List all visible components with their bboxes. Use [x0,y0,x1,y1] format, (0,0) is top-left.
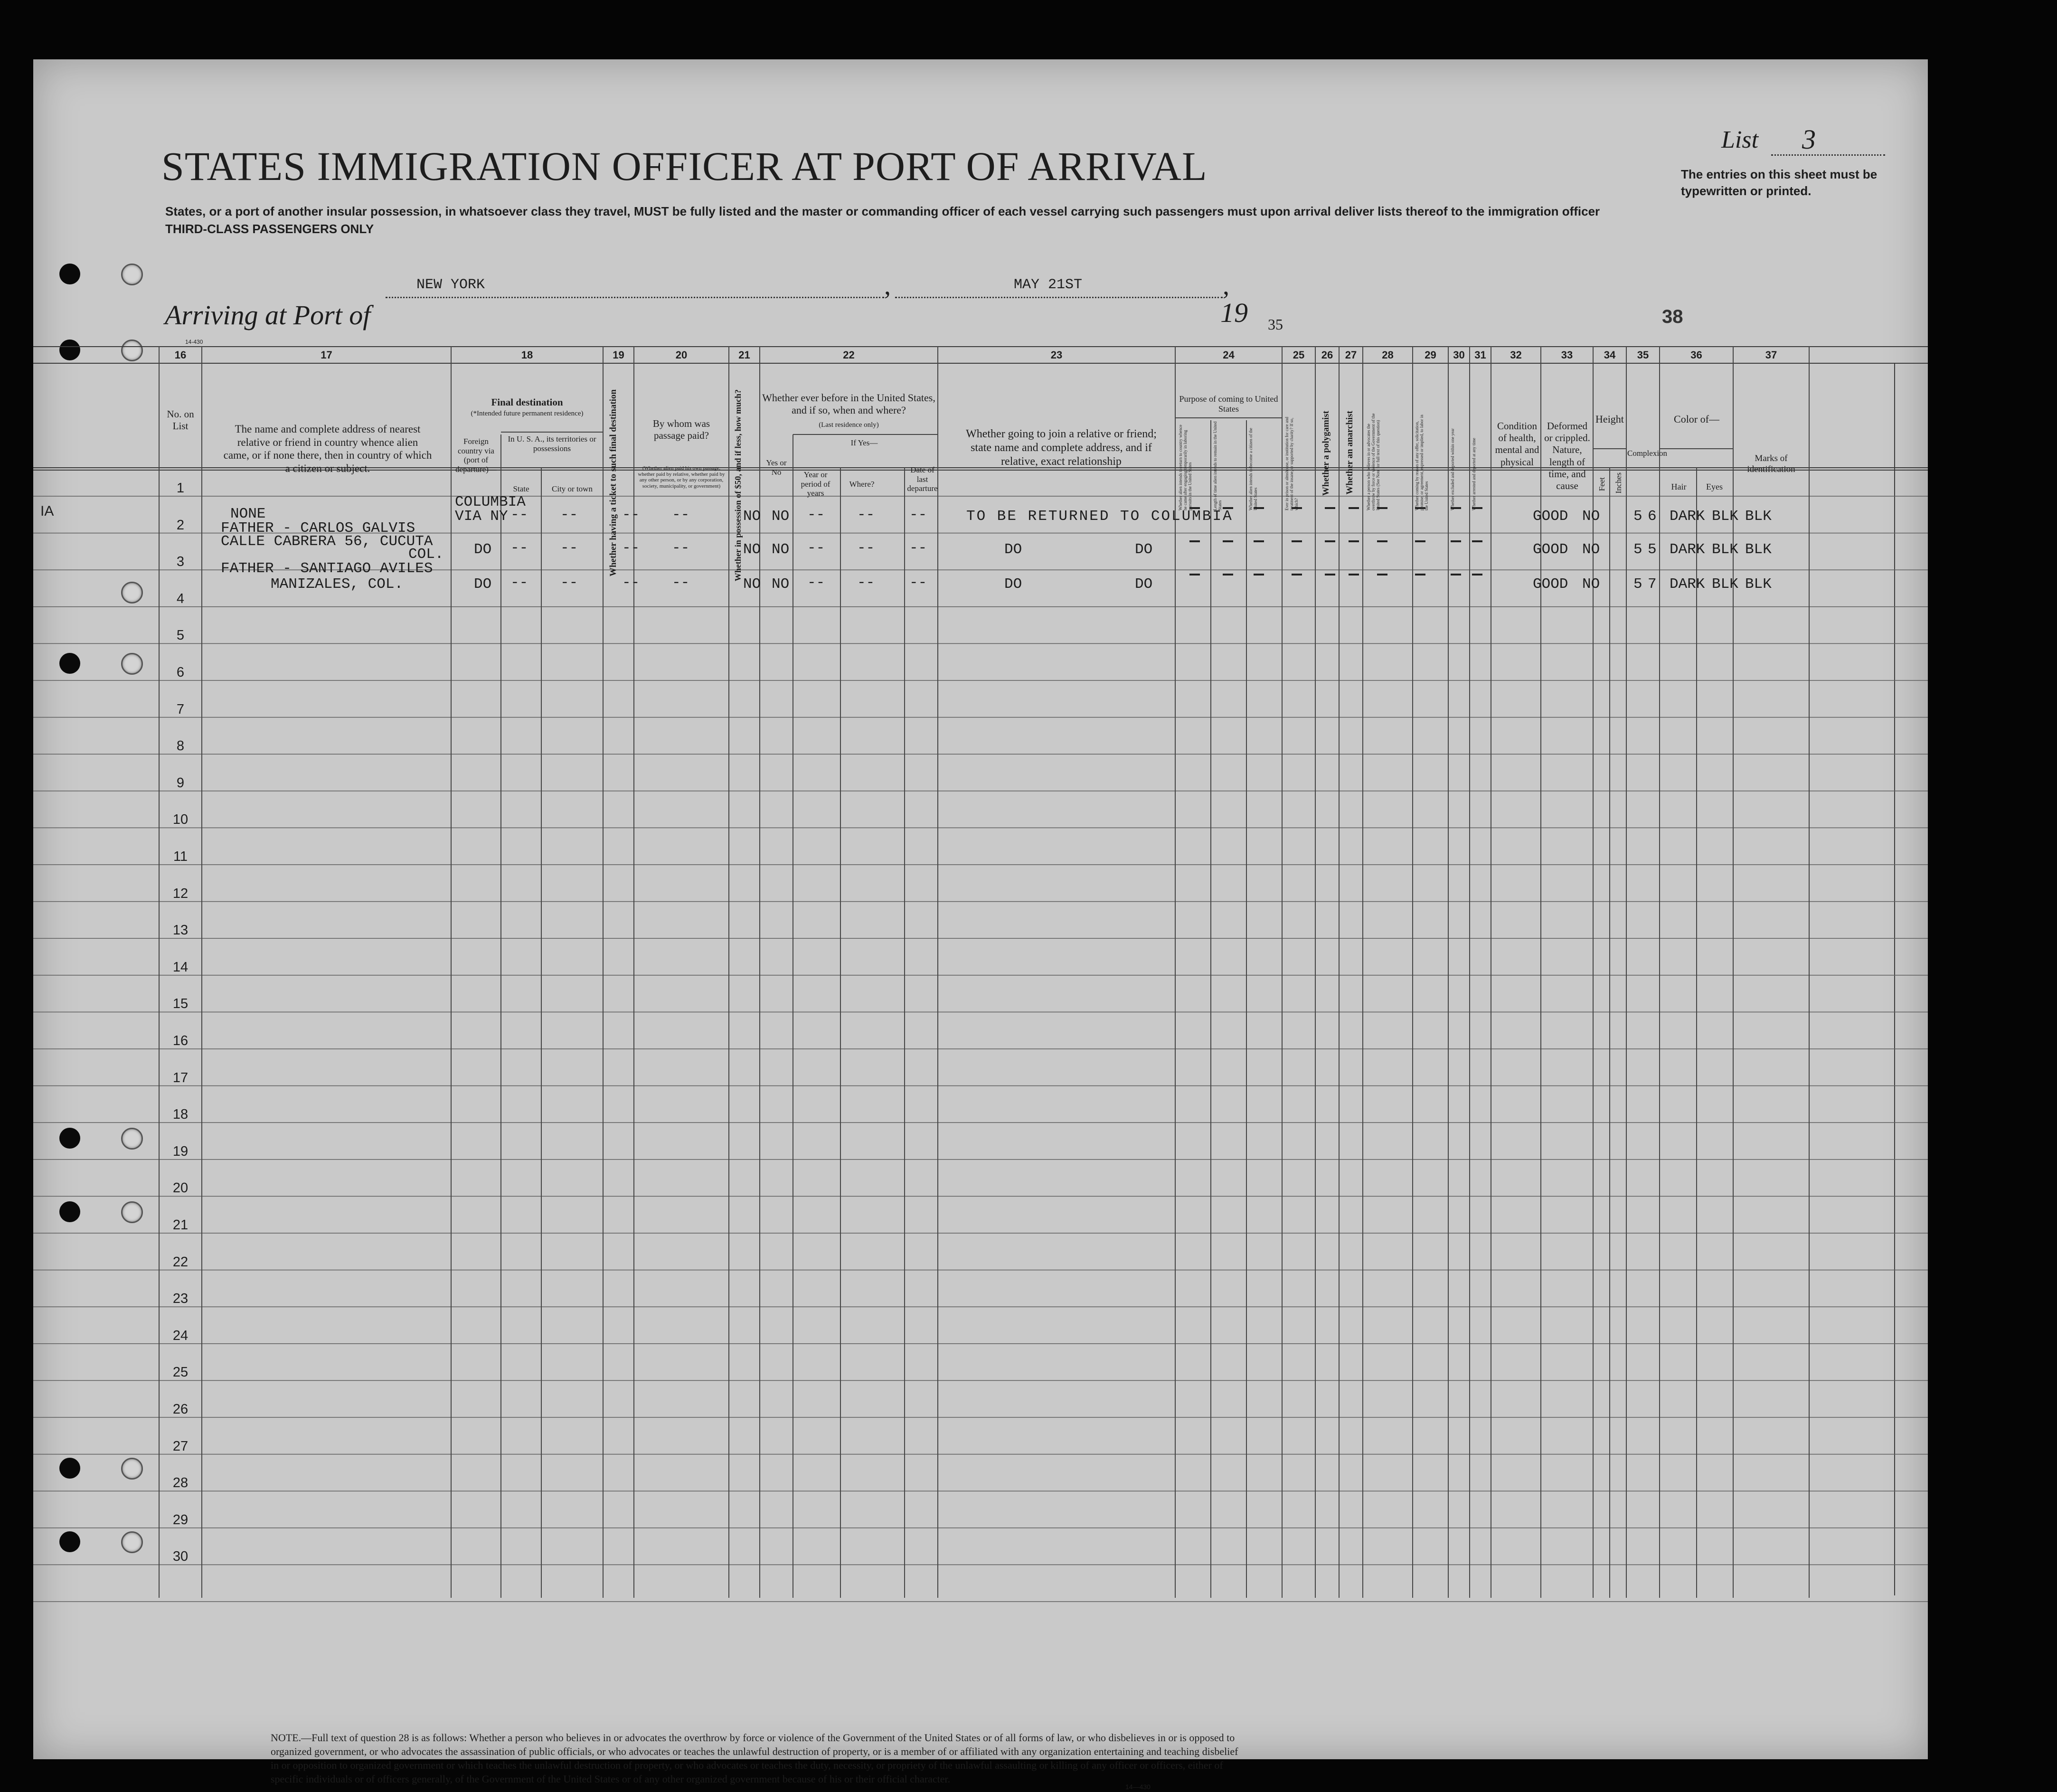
eyes: BLK [1745,541,1772,558]
relative-line1: NONE [230,506,266,522]
join-relative: TO BE RETURNED TO COLUMBIA [966,508,1233,525]
before-in-us: NO [772,541,790,558]
subtitle-line-2: THIRD-CLASS PASSENGERS ONLY [165,222,374,236]
ticket: -- [622,507,640,523]
col16-header: No. on List [167,408,194,432]
foreign-country: DO [474,541,492,558]
col30-header: Whether excluded and deported within one year [1450,428,1455,510]
arriving-label: Arriving at Port of [165,300,371,330]
col-number: 34 [1604,349,1616,361]
health: GOOD [1533,541,1568,558]
col-number: 31 [1474,349,1486,361]
complexion: DARK [1670,508,1705,525]
deformed: NO [1582,508,1600,525]
row-number: 14 [172,959,189,975]
height-inches: 7 [1648,576,1657,593]
row-number: 2 [176,517,185,533]
deformed: NO [1582,541,1600,558]
col37-header: Marks of identification [1747,453,1795,474]
col-number: 30 [1453,349,1465,361]
col24-title: Purpose of coming to United States [1179,394,1278,414]
deformed: NO [1582,576,1600,593]
col18-foreign: Foreign country via (port of departure)— [455,437,497,474]
col18-state: State [513,484,529,493]
col-number: 37 [1765,349,1777,361]
col31-header: Whether arrested and deported at any time [1472,438,1476,510]
row-number: 13 [172,923,189,938]
complexion: DARK [1670,541,1705,558]
col30-wrap [1451,411,1469,515]
date-value: MAY 21ST [1014,277,1083,293]
city: -- [560,540,578,556]
relative-line1: CALLE CABRERA 56, CUCUTA [221,533,433,550]
list-label: List [1721,126,1759,153]
table-grid [33,59,1928,1759]
col-number: 32 [1510,349,1522,361]
height-feet: 5 [1633,541,1642,558]
row-number: 28 [172,1475,189,1491]
col34-inches: Inches [1614,472,1623,494]
col34-header: Height [1595,413,1624,425]
row-number: 25 [172,1365,189,1380]
col-number: 18 [521,349,533,361]
where: -- [857,507,875,523]
col23-header: Whether going to join a relative or friend; state name and complete address, and if relative, exact relationship [966,428,1157,468]
col31-wrap [1472,411,1490,515]
row-number: 30 [172,1549,189,1565]
hair: BLK [1712,576,1738,593]
col26-header: Whether a polygamist [1321,411,1331,496]
col-number: 22 [843,349,855,361]
stamp-number: 38 [1662,306,1683,327]
col18-title: Final destination [491,396,563,408]
complexion: DARK [1670,576,1705,593]
where: -- [857,575,875,591]
col22-sub: (Last residence only) [819,421,879,429]
city: -- [560,507,578,523]
join-relative-ditto: DO [1135,576,1153,593]
row-number: 24 [172,1328,189,1343]
col22-title: Whether ever before in the United States, and if so, when and where? [762,392,935,416]
ticket: -- [622,540,640,556]
ticket: -- [622,575,640,591]
page-title: STATES IMMIGRATION OFFICER AT PORT OF ARRIVAL [161,143,1208,189]
row-number: 9 [176,775,185,791]
years: -- [807,575,825,591]
row-number: 7 [176,701,185,717]
margin-fragment: IA [40,503,54,519]
col25-header: Ever in prison or almshouse, or institution for care and treatment of the insane, or supported by charity? If so, which? [1284,417,1299,510]
year-prefix: 19 [1220,297,1248,328]
health: GOOD [1533,508,1568,525]
before-in-us: NO [772,576,790,593]
row-number: 10 [172,812,189,828]
state: -- [510,540,528,556]
col20-sub: (Whether alien paid his own passage, whether paid by relative, whether paid by any other person, or by any corporation, society, municipality, or government) [638,465,725,489]
dash-fillers [1175,501,1493,596]
row-number: 11 [173,849,188,864]
col32-header: Condition of health, mental and physical [1495,420,1539,468]
col-number: 36 [1690,349,1702,361]
col34-feet: Feet [1597,477,1606,491]
entries-note: The entries on this sheet must be typewritten or printed. [1681,167,1878,198]
year-suffix: 35 [1268,316,1283,333]
relative-line2: COL. [408,546,444,563]
money: NO [743,576,761,593]
eyes: BLK [1745,508,1772,525]
row-number: 15 [172,996,189,1012]
paid-by: -- [672,507,690,523]
hair: BLK [1712,541,1738,558]
row-number: 4 [176,591,185,606]
col-number: 17 [321,349,332,361]
footnote-q28: NOTE.—Full text of question 28 is as follows: Whether a person who believes in or advocates the overthrow by force or violence of the Government of the United States or of all forms of law, or who disbelieves in or is opposed to organized government, or who advocates the assassination of public officials, or who advocates or teaches the unlawful destruction of property, or is a member of or affiliated with any organization entertaining and teaching disbelief in or opposition to organized government or which teaches the unlawful destruction of property, or who advocates or teaches the duty, necessity, or propriety of the unlawful assaulting or killing of any officer or officers, either of specific individuals or of officers generally, of the Government of the United States or of any other organized government because of his or their official character. [271,1732,1238,1785]
city: -- [560,575,578,591]
col35-header: Complexion [1627,449,1668,458]
col21-header: Whether in possession of $50, and if less, how much? [733,389,743,582]
foreign-country: DO [474,576,492,593]
col-number: 27 [1345,349,1357,361]
col19-header-wrap [608,389,619,576]
col22-where: Where? [849,480,875,489]
col24a-header: Whether alien intends to return to country whence he came after engaging temporarily in laboring pursuits in the United States [1178,424,1192,510]
departure-date: -- [909,507,927,523]
col28-wrap [1367,406,1410,515]
row-number: 5 [176,628,185,643]
col26-wrap [1321,411,1331,515]
col22-years: Year or period of years [801,470,830,498]
col24c-header: Whether alien intends to become a citizen of the United States [1248,428,1258,510]
years: -- [807,507,825,523]
relative-line2: MANIZALES, COL. [271,576,404,593]
row-number: 21 [172,1217,189,1233]
subtitle-line-1: States, or a port of another insular possession, in whatsoever class they travel, MUST be fully listed and the master or commanding officer of each vessel carrying such passengers must upon arrival deliver lists thereof to the immigration officer [165,204,1600,218]
join-relative-ditto: DO [1135,541,1153,558]
row-number: 3 [176,554,185,570]
col-number: 26 [1321,349,1333,361]
foreign-country: COLUMBIA [455,494,526,510]
col-number: 24 [1223,349,1235,361]
col33-header: Deformed or crippled. Nature, length of time, and cause [1544,420,1590,491]
height-feet: 5 [1633,508,1642,525]
col-number: 25 [1293,349,1305,361]
relative-line1: FATHER - SANTIAGO AVILES [221,560,433,577]
row-number: 27 [172,1438,189,1454]
money: NO [743,541,761,558]
col27-header: Whether an anarchist [1345,411,1355,495]
manifest-sheet [33,59,1928,1791]
height-feet: 5 [1633,576,1642,593]
row-number: 19 [172,1143,189,1159]
join-relative: DO [1004,541,1022,558]
col18-usa: In U. S. A., its territories or possessions [508,434,596,453]
col-number: 20 [675,349,688,361]
col36-header: Color of— [1674,413,1719,425]
col36-hair: Hair [1671,482,1687,491]
hair: BLK [1712,508,1738,525]
where: -- [857,540,875,556]
years: -- [807,540,825,556]
height-inches: 6 [1648,508,1657,525]
col36-eyes: Eyes [1706,482,1723,491]
col19-header: Whether having a ticket to such final destination [608,389,618,576]
row-number: 12 [172,886,189,901]
col17-header: The name and complete address of nearest relative or friend in country whence alien came, or if none there, then in country of which a citizen or subject. [223,423,432,474]
col-number: 29 [1425,349,1436,361]
col22-date: Date of last departure [907,465,938,493]
col34-inches-wrap [1614,472,1623,515]
list-number: 3 [1802,124,1816,155]
comma: , [884,271,891,301]
comma: , [1223,271,1229,301]
footnote-form-number: 14—430 [1125,1783,1151,1791]
state: -- [510,575,528,591]
row-number: 23 [172,1291,189,1307]
eyes: BLK [1745,576,1772,593]
col22-ifyes: If Yes— [850,438,878,447]
height-inches: 5 [1648,541,1657,558]
row-number: 22 [172,1254,189,1270]
row-number: 1 [176,481,185,496]
row-number: 6 [176,665,185,680]
col20-title: By whom was passage paid? [652,418,710,442]
col-number: 23 [1050,349,1063,361]
row-number: 18 [172,1107,189,1122]
row-number: 26 [172,1402,189,1417]
col24b-header: Length of time alien intends to remain in the United States [1213,421,1222,510]
col-number: 28 [1382,349,1394,361]
join-relative: DO [1004,576,1022,593]
col28-header: Whether a person who believes in or advocates the overthrow by force or violence of the Government of the United States (See Note for full text of this question) [1366,413,1380,510]
col-number: 16 [174,349,187,361]
port-value: NEW YORK [416,277,485,293]
col-number: 19 [613,349,624,361]
foreign-country-via: VIA NY [455,508,508,525]
row-number: 8 [176,738,185,754]
col-number: 21 [738,349,750,361]
row-number: 20 [172,1180,189,1196]
col22-yesno: Yes or No [766,458,787,477]
form-mark: 14-430 [185,339,203,345]
row-number: 16 [172,1033,189,1048]
col-number: 35 [1637,349,1649,361]
col-number: 33 [1561,349,1573,361]
health: GOOD [1533,576,1568,593]
row-number: 29 [172,1512,189,1528]
paid-by: -- [672,575,690,591]
money: NO [743,508,761,525]
departure-date: -- [909,575,927,591]
row-number: 17 [172,1070,189,1085]
col18-sub: (*Intended future permanent residence) [471,410,584,417]
col25-wrap [1285,411,1313,515]
col29-wrap [1415,411,1446,515]
col18-city: City or town [552,484,593,493]
paid-by: -- [672,540,690,556]
relative-line2: FATHER - CARLOS GALVIS [221,520,415,537]
departure-date: -- [909,540,927,556]
before-in-us: NO [772,508,790,525]
state: -- [510,507,528,523]
col29-header: Whether coming by reason of any offer, solicitation, promise, or agreement, expressed or implied, to labor in the United States [1415,415,1429,510]
col27-wrap [1345,411,1355,515]
col21-header-wrap [733,389,743,582]
